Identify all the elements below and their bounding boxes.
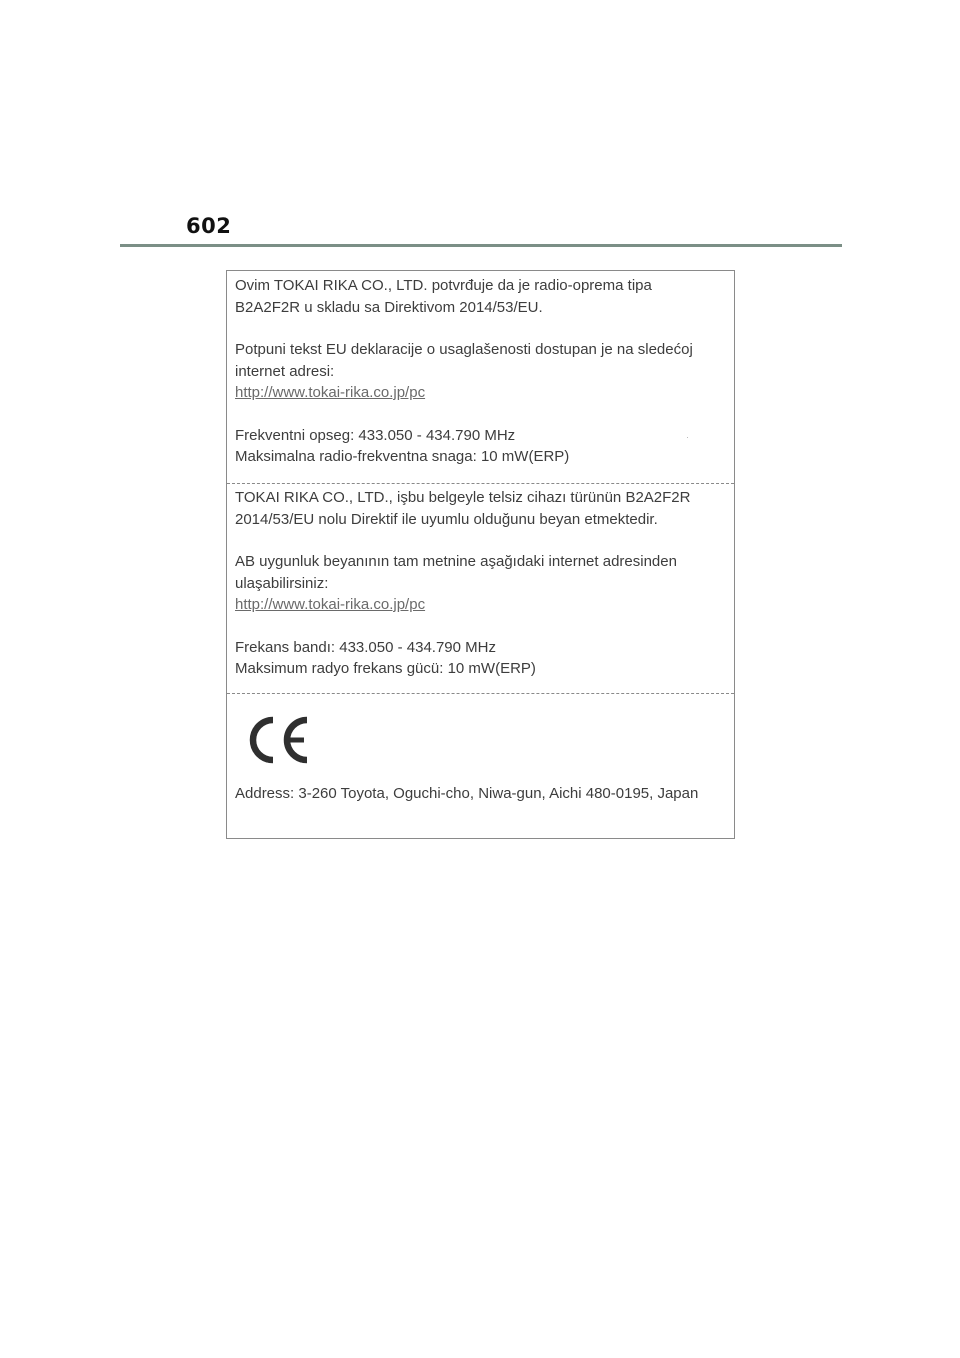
turkish-max-power: Maksimum radyo frekans gücü: 10 mW(ERP): [235, 660, 536, 677]
turkish-line-1: TOKAI RIKA CO., LTD., işbu belgeyle telsiz cihazı türünün B2A2F2R: [235, 489, 691, 506]
turkish-line-3: AB uygunluk beyanının tam metnine aşağıdaki internet adresinden: [235, 553, 677, 570]
serbian-line-4: internet adresi:: [235, 362, 335, 380]
serbian-line-3: Potpuni tekst EU deklaracije o usaglašenosti dostupan je na sledećoj: [235, 341, 693, 358]
ce-mark-icon: [243, 714, 311, 766]
radio-certification-box: [226, 270, 735, 839]
serbian-frequency-range: Frekventni opseg: 433.050 - 434.790 MHz: [235, 426, 516, 444]
turkish-frequency-range: Frekans bandı: 433.050 - 434.790 MHz: [235, 638, 496, 656]
manufacturer-address: Address: 3-260 Toyota, Oguchi-cho, Niwa-gun, Aichi 480-0195, Japan: [235, 785, 699, 802]
turkish-declaration: [227, 483, 734, 693]
page-number: 602: [186, 214, 232, 238]
serbian-line-1: Ovim TOKAI RIKA CO., LTD. potvrđuje da je radio-oprema tipa: [235, 277, 652, 294]
serbian-line-2: B2A2F2R u skladu sa Direktivom 2014/53/EU.: [235, 298, 543, 316]
turkish-line-2: 2014/53/EU nolu Direktif ile uyumlu olduğunu beyan etmektedir.: [235, 510, 658, 528]
ce-address-section: [227, 693, 734, 839]
turkish-line-4: ulaşabilirsiniz:: [235, 574, 329, 592]
serbian-doc-link[interactable]: http://www.tokai-rika.co.jp/pc: [235, 384, 426, 401]
turkish-doc-link[interactable]: http://www.tokai-rika.co.jp/pc: [235, 596, 426, 613]
header-rule: [120, 244, 842, 247]
scan-speck: [687, 437, 688, 438]
serbian-declaration: [227, 271, 734, 483]
serbian-max-power: Maksimalna radio-frekventna snaga: 10 mW(ERP): [235, 448, 570, 465]
